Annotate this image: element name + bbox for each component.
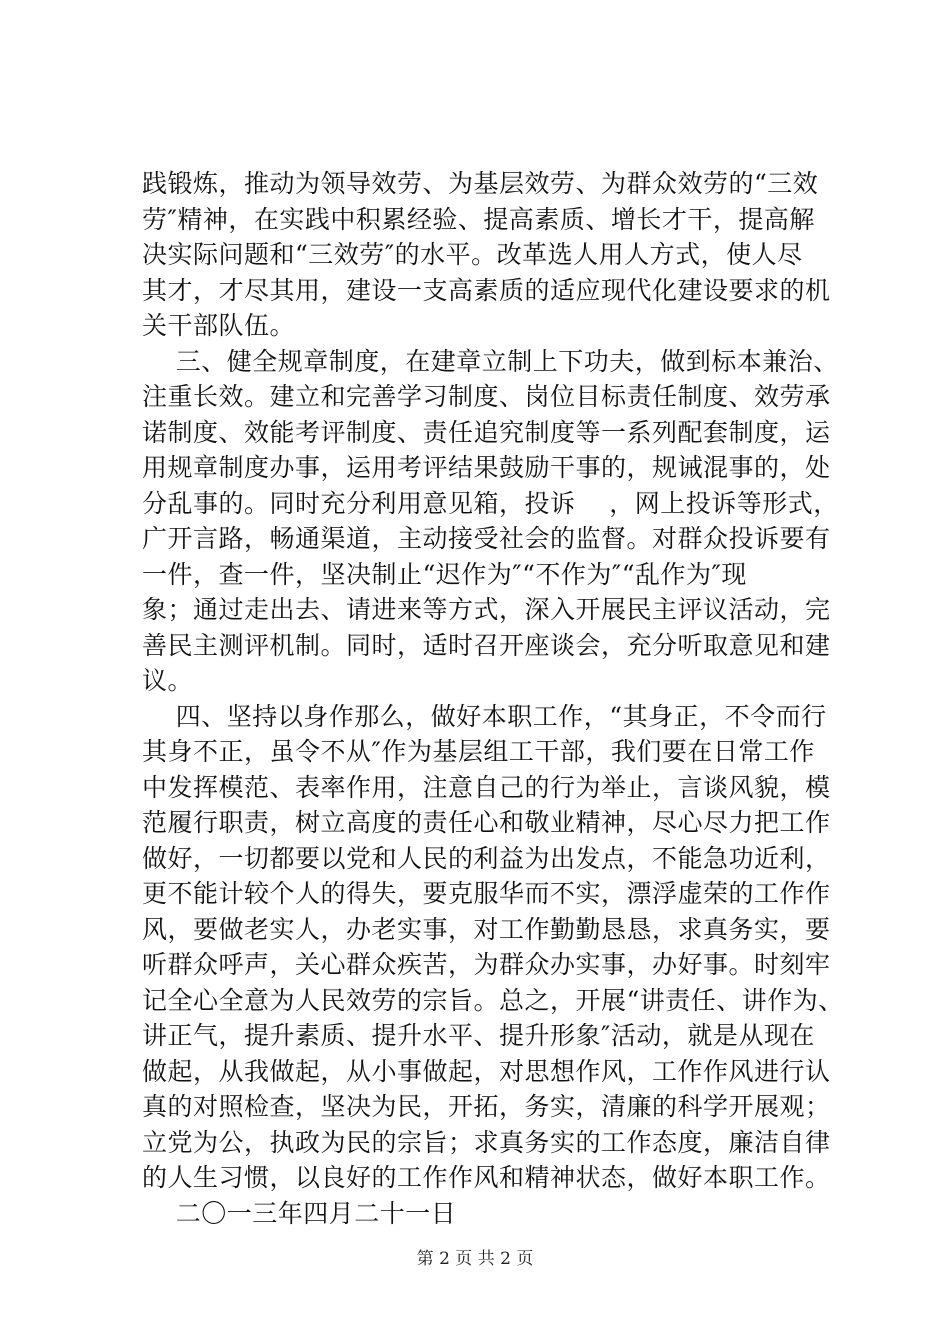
text-line-4: 其才，才尽其用，建设一支高素质的适应现代化建设要求的机	[142, 275, 831, 305]
text-line-26: 做起，从我做起，从小事做起，对思想作风，工作作风进行认	[142, 1056, 831, 1086]
text-line-13: 象；通过走出去、请进来等方式，深入开展民主评议活动，完	[142, 595, 831, 624]
text-line-19: 范履行职责，树立高度的责任心和敬业精神，尽心尽力把工作	[142, 808, 831, 837]
body-text	[142, 166, 844, 1231]
page-number-footer: 第 2 页 共 2 页	[416, 1249, 534, 1269]
text-line-5: 关干部队伍。	[142, 311, 296, 340]
text-line-9: 用规章制度办事，运用考评结果鼓励干事的，规诫混事的，处	[142, 453, 831, 482]
text-line-12: 一件，查一件，坚决制止“迟作为″“不作为″“乱作为″现	[142, 559, 747, 589]
text-line-1: 践锻炼，推动为领导效劳、为基层效劳、为群众效劳的“三效	[142, 169, 819, 198]
text-line-18: 中发挥模范、表率作用，注意自己的行为举止，言谈风貌，模	[142, 772, 831, 802]
text-line-28: 立党为公，执政为民的宗旨；求真务实的工作态度，廉洁自律	[142, 1127, 831, 1157]
text-line-29: 的人生习惯，以良好的工作作风和精神状态，做好本职工作。	[142, 1163, 831, 1192]
text-line-11: 广开言路，畅通渠道，主动接受社会的监督。对群众投诉要有	[142, 524, 831, 553]
text-line-7: 注重长效。建立和完善学习制度、岗位目标责任制度、效劳承	[142, 382, 831, 411]
text-line-17: 其身不正，虽令不从″作为基层组工干部，我们要在日常工作	[142, 737, 815, 766]
text-line-6: 三、健全规章制度，在建章立制上下功夫，做到标本兼治、	[142, 346, 839, 376]
date-line: 二〇一三年四月二十一日	[142, 1198, 457, 1228]
text-line-22: 风，要做老实人，办老实事，对工作勤勤恳恳，求真务实，要	[142, 914, 831, 944]
text-line-21: 更不能计较个人的得失，要克服华而不实，漂浮虚荣的工作作	[142, 879, 831, 908]
text-line-2: 劳″精神，在实践中积累经验、提高素质、增长才干，提高解	[142, 204, 815, 234]
text-line-14: 善民主测评机制。同时，适时召开座谈会，充分听取意见和建	[142, 630, 831, 660]
text-line-25: 讲正气，提升素质、提升水平、提升形象″活动，就是从现在	[142, 1021, 815, 1050]
text-line-20: 做好，一切都要以党和人民的利益为出发点，不能急功近利，	[142, 843, 831, 873]
text-line-10: 分乱事的。同时充分利用意见箱，投诉 ，网上投诉等形式，	[142, 488, 839, 518]
text-line-8: 诺制度、效能考评制度、责任追究制度等一系列配套制度，运	[142, 417, 831, 447]
text-line-16: 四、坚持以身作那么，做好本职工作，“其身正，不令而行	[142, 701, 827, 731]
text-line-24: 记全心全意为人民效劳的宗旨。总之，开展“讲责任、讲作为、	[142, 985, 844, 1015]
text-line-27: 真的对照检查，坚决为民，开拓，务实，清廉的科学开展观；	[142, 1092, 831, 1121]
text-line-23: 听群众呼声，关心群众疾苦，为群众办实事，办好事。时刻牢	[142, 950, 831, 979]
text-line-15: 议。	[142, 666, 194, 695]
text-line-3: 决实际问题和“三效劳″的水平。改革选人用人方式，使人尽	[142, 240, 803, 269]
